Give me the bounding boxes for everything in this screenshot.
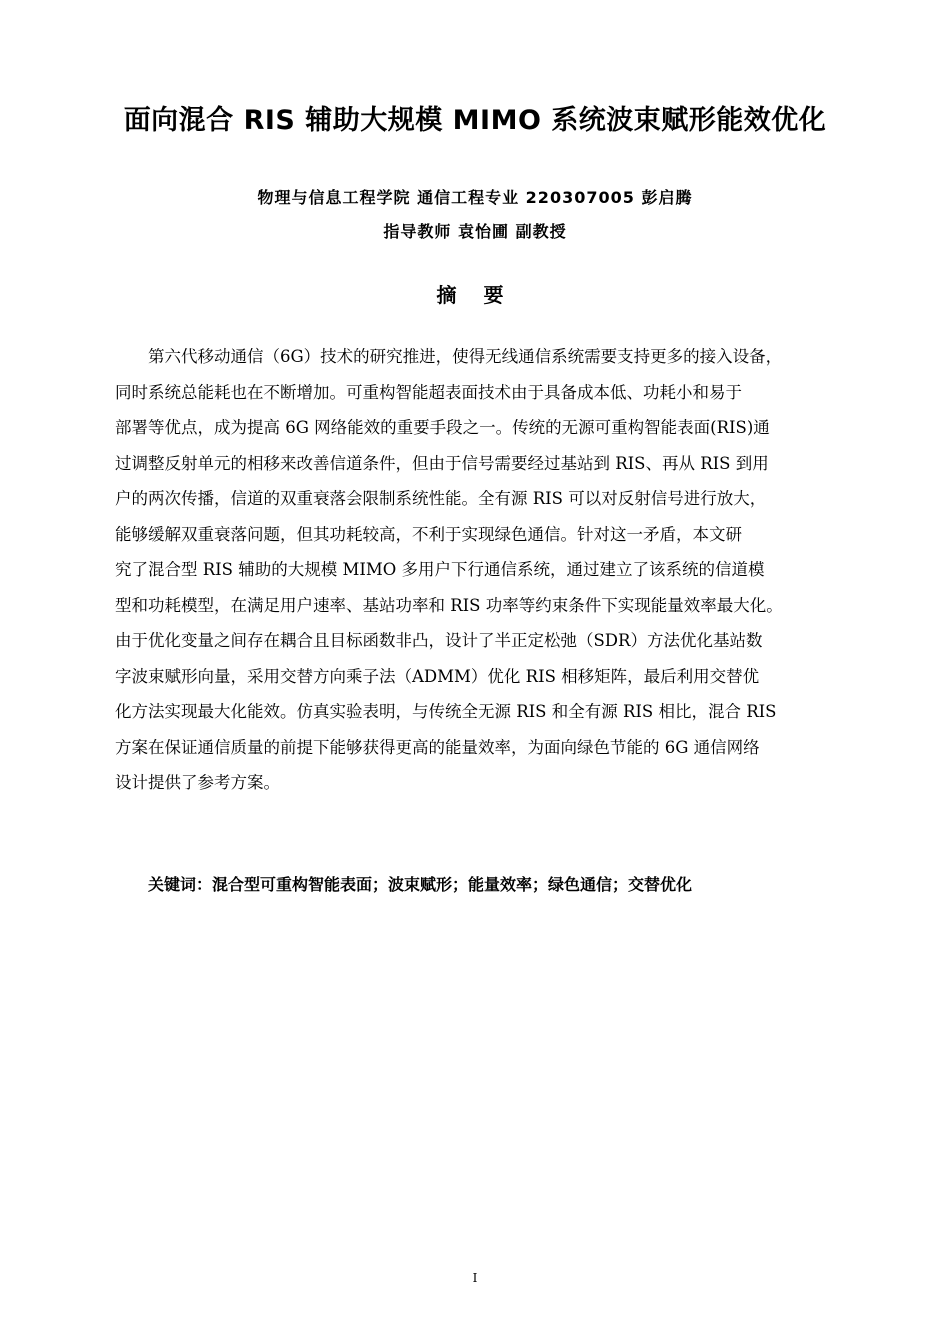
abstract-line: 由于优化变量之间存在耦合且目标函数非凸，设计了半正定松弛（SDR）方法优化基站数 [115, 631, 763, 650]
abstract-line: 第六代移动通信（6G）技术的研究推进，使得无线通信系统需要支持更多的接入设备， [148, 347, 783, 366]
keywords-line: 关键词：混合型可重构智能表面；波束赋形；能量效率；绿色通信；交替优化 [148, 875, 693, 894]
abstract-line: 部署等优点，成为提高 6G 网络能效的重要手段之一。传统的无源可重构智能表面(RIS)通 [115, 418, 770, 437]
abstract-line: 方案在保证通信质量的前提下能够获得更高的能量效率，为面向绿色节能的 6G 通信网络 [115, 737, 760, 757]
abstract-line: 型和功耗模型，在满足用户速率、基站功率和 RIS 功率等约束条件下实现能量效率最大化。 [115, 595, 783, 615]
abstract-line: 字波束赋形向量，采用交替方向乘子法（ADMM）优化 RIS 相移矩阵，最后利用交替优 [115, 666, 760, 686]
abstract-line: 设计提供了参考方案。 [115, 773, 280, 792]
abstract-body [115, 339, 855, 801]
abstract-heading: 摘 要 [436, 283, 514, 307]
abstract-line: 户的两次传播，信道的双重衰落会限制系统性能。全有源 RIS 可以对反射信号进行放大， [115, 489, 767, 508]
abstract-line: 能够缓解双重衰落问题，但其功耗较高，不利于实现绿色通信。针对这一矛盾，本文研 [115, 524, 742, 544]
abstract-line: 化方法实现最大化能效。仿真实验表明，与传统全无源 RIS 和全有源 RIS 相比，混合 RIS [115, 702, 777, 721]
abstract-line: 究了混合型 RIS 辅助的大规模 MIMO 多用户下行通信系统，通过建立了该系统的信道模 [115, 560, 765, 579]
abstract-line: 过调整反射单元的相移来改善信道条件，但由于信号需要经过基站到 RIS、再从 RIS 到用 [115, 453, 769, 473]
author-line: 物理与信息工程学院 通信工程专业 220307005 彭启腾 [257, 188, 693, 207]
advisor-line: 指导教师 袁怡圃 副教授 [383, 222, 567, 241]
document-title: 面向混合 RIS 辅助大规模 MIMO 系统波束赋形能效优化 [123, 105, 827, 136]
page-number: I [472, 1271, 478, 1285]
abstract-line: 同时系统总能耗也在不断增加。可重构智能超表面技术由于具备成本低、功耗小和易于 [115, 382, 742, 402]
